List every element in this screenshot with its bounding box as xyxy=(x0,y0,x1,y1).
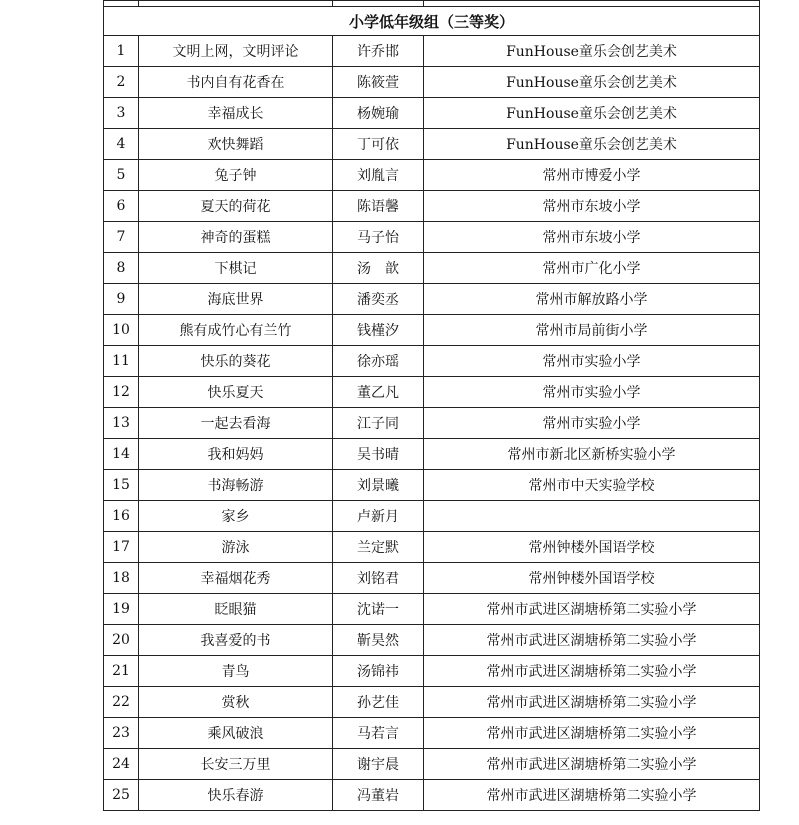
table-row xyxy=(104,625,760,656)
student-name: 卢新月 xyxy=(333,501,424,532)
row-number: 17 xyxy=(104,532,139,563)
school-name: 常州钟楼外国语学校 xyxy=(424,532,760,563)
artwork-title: 一起去看海 xyxy=(139,408,333,439)
artwork-title: 文明上网，文明评论 xyxy=(139,36,333,67)
school-name: FunHouse童乐会创艺美术 xyxy=(424,129,760,160)
row-number: 11 xyxy=(104,346,139,377)
artwork-title: 下棋记 xyxy=(139,253,333,284)
school-name: 常州市博爱小学 xyxy=(424,160,760,191)
award-table xyxy=(103,0,760,811)
table-row xyxy=(104,594,760,625)
table-row xyxy=(104,191,760,222)
student-name: 陈语馨 xyxy=(333,191,424,222)
artwork-title: 幸福成长 xyxy=(139,98,333,129)
school-name: 常州市武进区湖塘桥第二实验小学 xyxy=(424,749,760,780)
artwork-title: 熊有成竹心有兰竹 xyxy=(139,315,333,346)
row-number: 12 xyxy=(104,377,139,408)
student-name: 丁可依 xyxy=(333,129,424,160)
student-name: 兰定默 xyxy=(333,532,424,563)
student-name: 董乙凡 xyxy=(333,377,424,408)
student-name: 汤锦祎 xyxy=(333,656,424,687)
artwork-title: 长安三万里 xyxy=(139,749,333,780)
table-row xyxy=(104,439,760,470)
student-name: 杨婉瑜 xyxy=(333,98,424,129)
table-row xyxy=(104,780,760,811)
table-row xyxy=(104,377,760,408)
table-row xyxy=(104,656,760,687)
award-table-container xyxy=(103,0,759,811)
student-name: 靳昊然 xyxy=(333,625,424,656)
school-name: 常州市实验小学 xyxy=(424,377,760,408)
table-row xyxy=(104,160,760,191)
table-row xyxy=(104,129,760,160)
school-name: FunHouse童乐会创艺美术 xyxy=(424,36,760,67)
school-name: 常州市武进区湖塘桥第二实验小学 xyxy=(424,687,760,718)
award-table-body xyxy=(104,1,760,811)
table-title: 小学低年级组（三等奖） xyxy=(104,7,760,36)
artwork-title: 书内自有花香在 xyxy=(139,67,333,98)
table-row xyxy=(104,98,760,129)
row-number: 7 xyxy=(104,222,139,253)
artwork-title: 眨眼猫 xyxy=(139,594,333,625)
school-name: 常州市武进区湖塘桥第二实验小学 xyxy=(424,625,760,656)
student-name: 马子怡 xyxy=(333,222,424,253)
student-name: 江子同 xyxy=(333,408,424,439)
row-number: 25 xyxy=(104,780,139,811)
row-number: 14 xyxy=(104,439,139,470)
row-number: 2 xyxy=(104,67,139,98)
artwork-title: 夏天的荷花 xyxy=(139,191,333,222)
table-row xyxy=(104,67,760,98)
row-number: 1 xyxy=(104,36,139,67)
row-number: 13 xyxy=(104,408,139,439)
table-row xyxy=(104,315,760,346)
row-number: 20 xyxy=(104,625,139,656)
table-row xyxy=(104,749,760,780)
school-name: 常州市东坡小学 xyxy=(424,222,760,253)
row-number: 5 xyxy=(104,160,139,191)
artwork-title: 游泳 xyxy=(139,532,333,563)
table-row xyxy=(104,718,760,749)
table-row xyxy=(104,408,760,439)
student-name: 潘奕丞 xyxy=(333,284,424,315)
student-name: 陈筱萱 xyxy=(333,67,424,98)
artwork-title: 乘风破浪 xyxy=(139,718,333,749)
school-name: 常州钟楼外国语学校 xyxy=(424,563,760,594)
artwork-title: 书海畅游 xyxy=(139,470,333,501)
table-row xyxy=(104,532,760,563)
artwork-title: 我喜爱的书 xyxy=(139,625,333,656)
school-name: FunHouse童乐会创艺美术 xyxy=(424,67,760,98)
student-name: 孙艺佳 xyxy=(333,687,424,718)
artwork-title: 快乐春游 xyxy=(139,780,333,811)
row-number: 21 xyxy=(104,656,139,687)
school-name: 常州市实验小学 xyxy=(424,408,760,439)
artwork-title: 青鸟 xyxy=(139,656,333,687)
row-number: 19 xyxy=(104,594,139,625)
student-name: 刘景曦 xyxy=(333,470,424,501)
school-name: 常州市广化小学 xyxy=(424,253,760,284)
school-name: 常州市中天实验学校 xyxy=(424,470,760,501)
row-number: 23 xyxy=(104,718,139,749)
row-number: 16 xyxy=(104,501,139,532)
student-name: 许乔邯 xyxy=(333,36,424,67)
student-name: 徐亦瑶 xyxy=(333,346,424,377)
table-row xyxy=(104,253,760,284)
table-row xyxy=(104,563,760,594)
table-row xyxy=(104,687,760,718)
artwork-title: 我和妈妈 xyxy=(139,439,333,470)
student-name: 钱槿汐 xyxy=(333,315,424,346)
artwork-title: 快乐夏天 xyxy=(139,377,333,408)
table-row xyxy=(104,501,760,532)
school-name: 常州市武进区湖塘桥第二实验小学 xyxy=(424,594,760,625)
table-row xyxy=(104,284,760,315)
student-name: 吴书晴 xyxy=(333,439,424,470)
school-name: 常州市局前街小学 xyxy=(424,315,760,346)
student-name: 刘铭君 xyxy=(333,563,424,594)
student-name: 马若言 xyxy=(333,718,424,749)
row-number: 22 xyxy=(104,687,139,718)
artwork-title: 神奇的蛋糕 xyxy=(139,222,333,253)
school-name: 常州市东坡小学 xyxy=(424,191,760,222)
artwork-title: 快乐的葵花 xyxy=(139,346,333,377)
table-row xyxy=(104,36,760,67)
student-name: 冯董岩 xyxy=(333,780,424,811)
table-title-row xyxy=(104,7,760,36)
school-name: 常州市武进区湖塘桥第二实验小学 xyxy=(424,780,760,811)
student-name: 汤 歆 xyxy=(333,253,424,284)
artwork-title: 赏秋 xyxy=(139,687,333,718)
school-name: 常州市实验小学 xyxy=(424,346,760,377)
row-number: 18 xyxy=(104,563,139,594)
school-name: 常州市解放路小学 xyxy=(424,284,760,315)
artwork-title: 家乡 xyxy=(139,501,333,532)
school-name: 常州市武进区湖塘桥第二实验小学 xyxy=(424,656,760,687)
table-row xyxy=(104,346,760,377)
row-number: 15 xyxy=(104,470,139,501)
artwork-title: 欢快舞蹈 xyxy=(139,129,333,160)
school-name: 常州市武进区湖塘桥第二实验小学 xyxy=(424,718,760,749)
artwork-title: 兔子钟 xyxy=(139,160,333,191)
artwork-title: 海底世界 xyxy=(139,284,333,315)
student-name: 谢宇晨 xyxy=(333,749,424,780)
student-name: 沈诺一 xyxy=(333,594,424,625)
row-number: 10 xyxy=(104,315,139,346)
school-name: FunHouse童乐会创艺美术 xyxy=(424,98,760,129)
row-number: 6 xyxy=(104,191,139,222)
row-number: 24 xyxy=(104,749,139,780)
row-number: 8 xyxy=(104,253,139,284)
school-name: 常州市新北区新桥实验小学 xyxy=(424,439,760,470)
row-number: 9 xyxy=(104,284,139,315)
table-row xyxy=(104,222,760,253)
school-name xyxy=(424,501,760,532)
row-number: 3 xyxy=(104,98,139,129)
artwork-title: 幸福烟花秀 xyxy=(139,563,333,594)
student-name: 刘胤言 xyxy=(333,160,424,191)
row-number: 4 xyxy=(104,129,139,160)
table-row xyxy=(104,470,760,501)
